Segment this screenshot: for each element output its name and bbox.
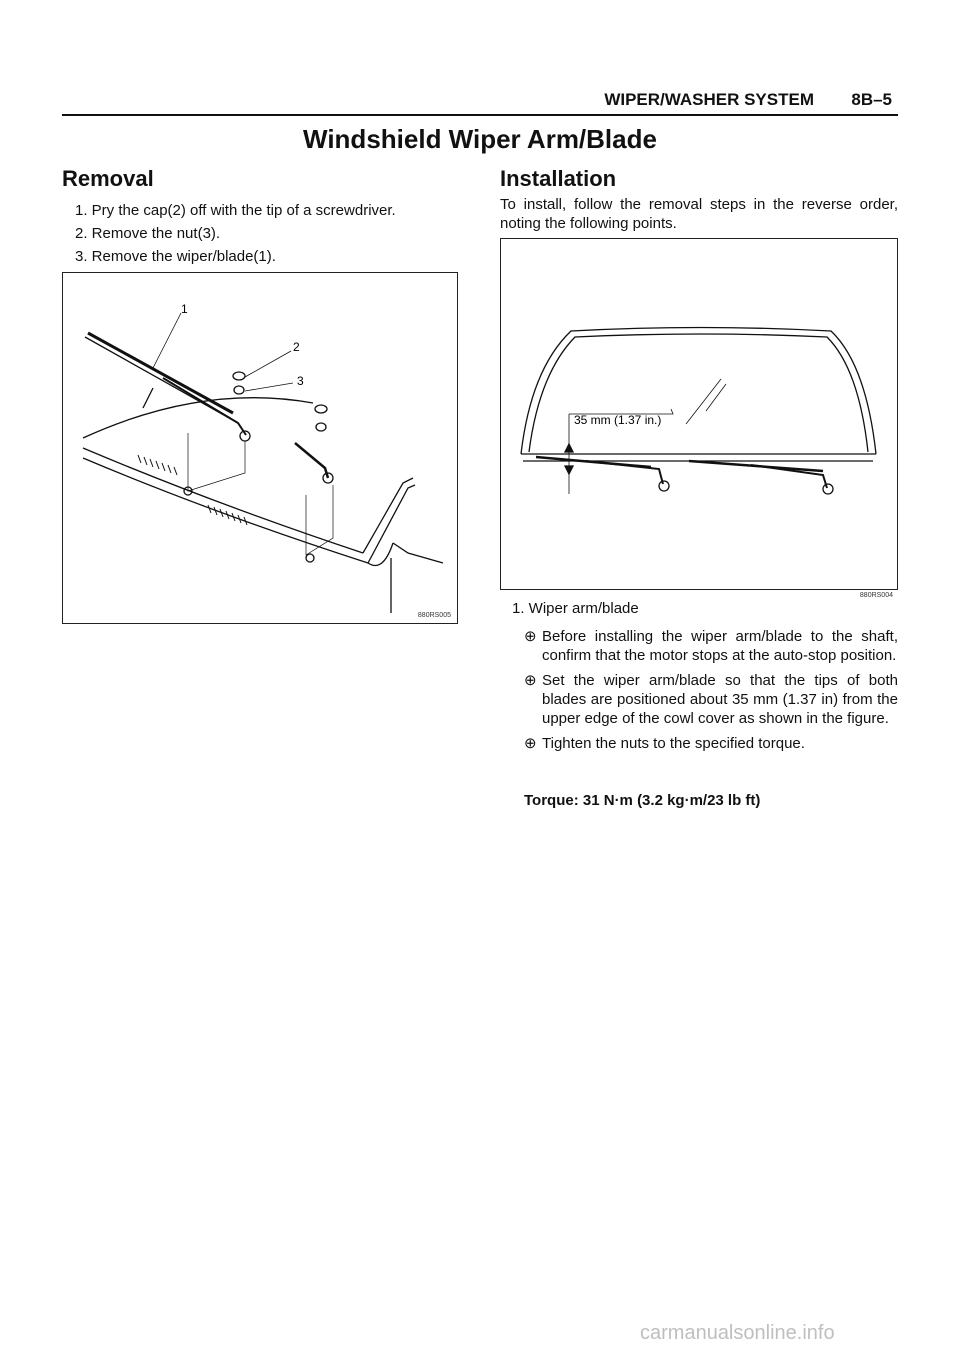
bullet-text: Before installing the wiper arm/blade to the shaft, confirm that the motor stops at the auto-stop position. [542, 628, 898, 664]
installation-heading: Installation [500, 166, 617, 191]
installation-figure [500, 238, 898, 599]
removal-figure-id: 880RS005 [417, 612, 451, 619]
removal-step-1: 1. Pry the cap(2) off with the tip of a screwdriver. [75, 202, 396, 219]
callout-1: 1 [181, 302, 188, 316]
removal-heading: Removal [62, 166, 154, 191]
removal-steps [75, 199, 475, 268]
section-name: WIPER/WASHER SYSTEM [604, 90, 814, 109]
callout-3: 3 [297, 374, 304, 388]
installation-figure-id: 880RS004 [859, 592, 893, 599]
bullet-item [524, 627, 898, 665]
bullet-item [524, 734, 898, 753]
removal-step-3: 3. Remove the wiper/blade(1). [75, 248, 276, 265]
dimension-label: 35 mm (1.37 in.) [574, 413, 662, 427]
item-wiper-arm-blade: 1. Wiper arm/blade [512, 600, 639, 617]
torque-spec: Torque: 31 N·m (3.2 kg·m/23 lb ft) [524, 792, 761, 809]
removal-figure [62, 272, 458, 624]
removal-step-2: 2. Remove the nut(3). [75, 225, 221, 242]
bullet-text: Set the wiper arm/blade so that the tips of both blades are positioned about 35 mm (1.37 in) from the upper edge of the cowl cover as shown in the figure. [542, 672, 898, 727]
page-header [62, 86, 898, 116]
page-number: 8B–5 [851, 90, 892, 109]
page-title: Windshield Wiper Arm/Blade [303, 124, 657, 154]
bullet-mark-icon: ⊕ [524, 735, 537, 752]
windshield-illustration [501, 239, 899, 591]
bullet-mark-icon: ⊕ [524, 672, 537, 689]
bullet-text: Tighten the nuts to the specified torque. [542, 735, 805, 752]
installation-intro: To install, follow the removal steps in the reverse order, noting the following points. [500, 196, 898, 232]
installation-bullets [524, 627, 898, 759]
callout-2: 2 [293, 340, 300, 354]
wiper-removal-illustration [63, 273, 459, 625]
watermark: carmanualsonline.info [640, 1322, 835, 1344]
bullet-item [524, 671, 898, 728]
bullet-mark-icon: ⊕ [524, 628, 537, 645]
